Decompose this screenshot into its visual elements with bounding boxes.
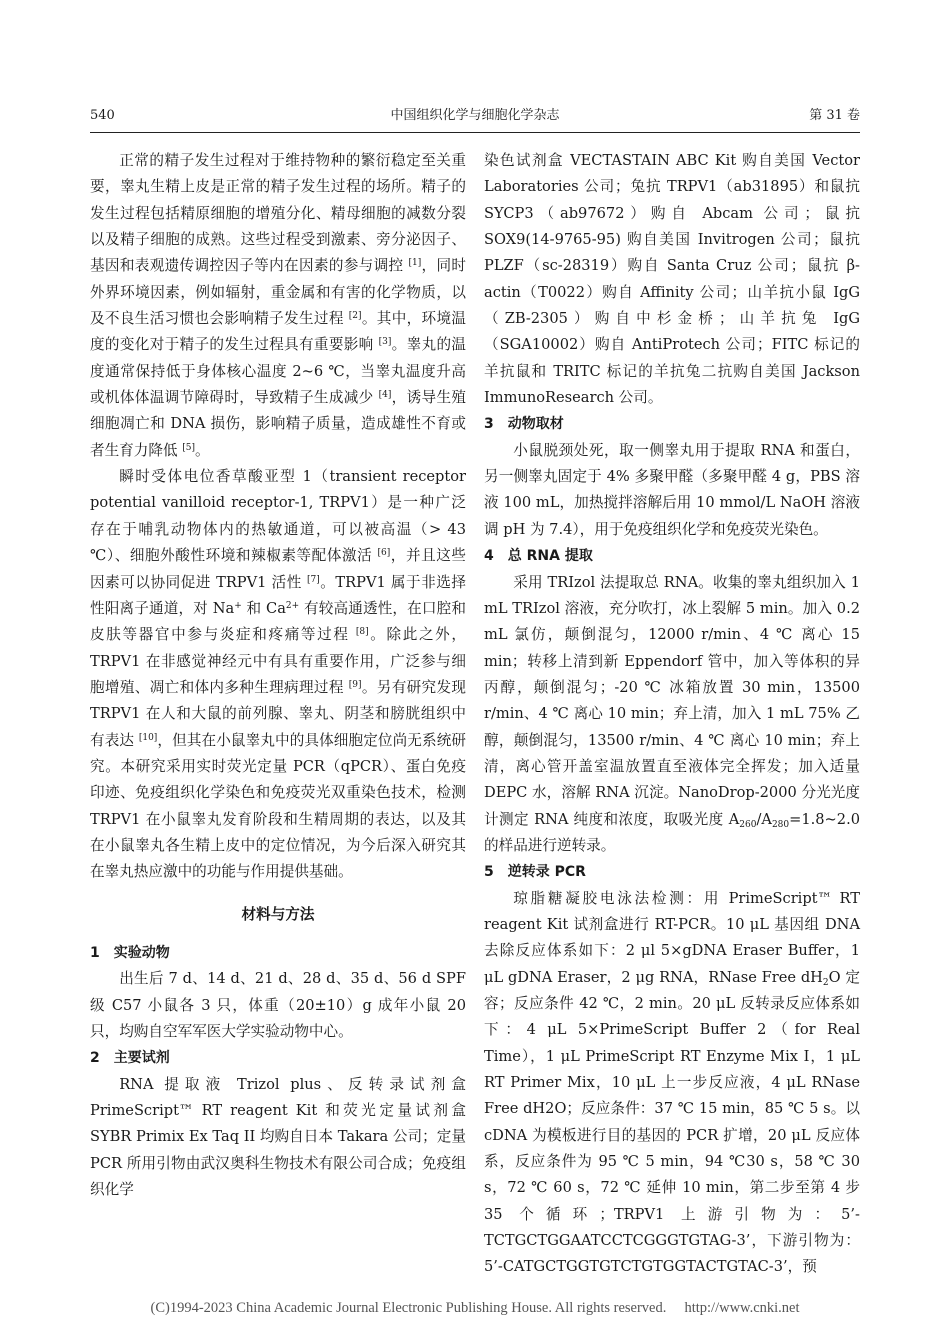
citation-ref: [7] — [307, 574, 320, 585]
citation-ref: [6] — [377, 548, 391, 559]
methods-section-title: 材料与方法 — [241, 905, 315, 923]
section-4-body: 采用 TRIzol 法提取总 RNA。收集的睾丸组织加入 1 mL TRIzol 溶液，充分吹打，冰上裂解 5 min。加入 0.2 mL 氯仿，颠倒混匀，12000 r/min、4 ℃ 离心 15 min；转移上清到新 Eppendorf 管中，加入等体积的异丙醇，颠倒混匀；-20 ℃ 冰箱放置 30 min，13500 r/min、4 ℃ 离心 10 min；弃上清，加入 1 mL 75% 乙醇，颠倒混匀，13500 r/min、4 ℃ 离心 10 min；弃上清，离心管开盖室温放置直至液体完全挥发；加入适量 DEPC 水，溶解 RNA 沉淀。NanoDrop-2000 分光光度计测定 RNA 纯度和浓度，取吸光度 $A_{260}/A_{280}=1.8\sim 2.0$ 的样品进行逆转录。 — [484, 573, 860, 854]
section-3-title: 3 动物取材 — [484, 416, 564, 433]
copyright-footer: (C)1994-2023 China Academic Journal Electronic Publishing House. All rights reserved. http://www.cnki.net — [150, 1300, 800, 1316]
page-header — [90, 106, 860, 130]
citation-ref: [9] — [348, 679, 362, 690]
citation-ref: [3] — [378, 337, 392, 348]
right-column — [484, 148, 860, 1281]
page-number: 540 — [90, 108, 115, 123]
section-2-body-left: RNA 提取液 Trizol plus、反转录试剂盒 PrimeScript™ RT reagent Kit 和荧光定量试剂盒 SYBR Primix Ex Taq II 均购自日本 Takara 公司；定量 PCR 所用引物由武汉奥科生物技术有限公司合成；免疫组织化学 — [90, 1075, 466, 1199]
citation-ref: [4] — [378, 390, 392, 401]
section-2-body-right: 染色试剂盒 VECTASTAIN ABC Kit 购自美国 Vector Laboratories 公司；兔抗 TRPV1（ab31895）和鼠抗 SYCP3（ab97672）购自 Abcam 公司；鼠抗 SOX9(14-9765-95) 购自美国 Invitrogen 公司；鼠抗 PLZF（sc-28319）购自 Santa Cruz 公司；鼠抗 β-actin（T0022）购自 Affinity 公司；山羊抗小鼠 IgG（ZB-2305）购自中杉金桥；山羊抗兔 IgG（SGA10002）购自 AntiProtech 公司；FITC 标记的羊抗鼠和 TRITC 标记的羊抗兔二抗购自美国 Jackson ImmunoResearch 公司。 — [484, 152, 860, 407]
section-1-body: 出生后 7 d、14 d、21 d、28 d、35 d、56 d SPF 级 C57 小鼠各 3 只，体重（20±10）g 成年小鼠 20 只，均购自空军军医大学实验动物中心。 — [90, 970, 466, 1040]
citation-ref: [8] — [355, 627, 369, 638]
intro-paragraph-2: 瞬时受体电位香草酸亚型 1（transient receptor potential vanilloid receptor-1, TRPV1）是一种广泛存在于哺乳动物体内的热敏通道，可以被高温（> 43 ℃）、细胞外酸性环境和辣椒素等配体激活 [6]，并且这些因素可以协同促进 TRPV1 活性 [7]。TRPV1 属于非选择性阳离子通道，对 Na+ 和 $Ca^{2+}$ 有较高通透性，在口腔和皮肤等器官中参与炎症和疼痛等过程 [8]。除此之外，TRPV1 在非感觉神经元中有具有重要作用，广泛参与细胞增殖、凋亡和体内多种生理病理过程 [9]。另有研究发现 TRPV1 在人和大鼠的前列腺、睾丸、阴茎和膀胱组织中有表达 [10]，但其在小鼠睾丸中的具体细胞定位尚无系统研究。本研究采用实时荧光定量 PCR（qPCR）、蛋白免疫印迹、免疫组织化学染色和免疫荧光双重染色技术，检测 TRPV1 在小鼠睾丸发育阶段和生精周期的表达，以及其在小鼠睾丸各生精上皮中的定位情况，为今后深入研究其在睾丸热应激中的功能与作用提供基础。 — [90, 468, 466, 881]
section-4-title: 4 总 RNA 提取 — [484, 548, 593, 565]
citation-ref: [5] — [182, 442, 195, 453]
section-5-title: 5 逆转录 PCR — [484, 864, 586, 881]
journal-title: 中国组织化学与细胞化学杂志 — [390, 108, 560, 123]
section-2-title: 2 主要试剂 — [90, 1050, 170, 1067]
section-5-body: 琼脂糖凝胶电泳法检测：用 PrimeScript™ RT reagent Kit 试剂盒进行 RT-PCR。10 μL 基因组 DNA 去除反应体系如下：2 μl 5×gDNA Eraser Buffer，1 μL gDNA Eraser，2 μg RNA，RNase Free $dH_2O$ 定容；反应条件 42 ℃，2 min。20 μL 反转录反应体系如下：4 μL 5×PrimeScript Buffer 2（for Real Time），1 μL PrimeScript RT Enzyme Mix I，1 μL RT Primer Mix，10 μL 上一步反应液，4 μL RNase Free dH2O；反应条件：37 ℃ 15 min，85 ℃ 5 s。以 cDNA 为模板进行目的基因的 PCR 扩增，20 μL 反应体系，反应条件为 95 ℃ 5 min，94 ℃30 s，58 ℃ 30 s，72 ℃ 60 s，72 ℃ 延伸 10 min，第二步至第 4 步 35 个循环；TRPV1 上游引物为：5’-TCTGCTGGAATCCTCGGGTGTAG-3’，下游引物为：5’-CATGCTGGTGTCTGTGGTACTGTAC-3’，预 — [484, 889, 861, 1276]
volume-label: 第 31 卷 — [809, 108, 860, 123]
citation-ref: [2] — [348, 311, 362, 322]
intro-paragraph-1: 正常的精子发生过程对于维持物种的繁衍稳定至关重要，睾丸生精上皮是正常的精子发生过程的场所。精子的发生过程包括精原细胞的增殖分化、精母细胞的减数分裂以及精子细胞的成熟。这些过程受到激素、旁分泌因子、基因和表观遗传调控因子等内在因素的参与调控 [1]，同时外界环境因素，例如辐射，重金属和有害的化学物质，以及不良生活习惯也会影响精子发生过程 [2]。其中，环境温度的变化对于精子的发生过程具有重要影响 [3]。睾丸的温度通常保持低于身体核心温度 2~6 ℃，当睾丸温度升高或机体体温调节障碍时，导致精子生成减少 [4]，诱导生殖细胞凋亡和 DNA 损伤，影响精子质量，造成雄性不育或者生育力降低 [5]。 — [90, 152, 466, 459]
section-1-title: 1 实验动物 — [90, 944, 170, 961]
citation-ref: [10] — [138, 732, 158, 743]
section-3-body: 小鼠脱颈处死，取一侧睾丸用于提取 RNA 和蛋白，另一侧睾丸固定于 4% 多聚甲醛（多聚甲醛 4 g，PBS 溶液 100 mL，加热搅拌溶解后用 10 mmol/L NaOH 溶液调 pH 为 7.4），用于免疫组织化学和免疫荧光染色。 — [484, 441, 860, 538]
left-column — [90, 148, 466, 1203]
header-rule — [90, 132, 860, 133]
citation-ref: [1] — [408, 258, 422, 269]
